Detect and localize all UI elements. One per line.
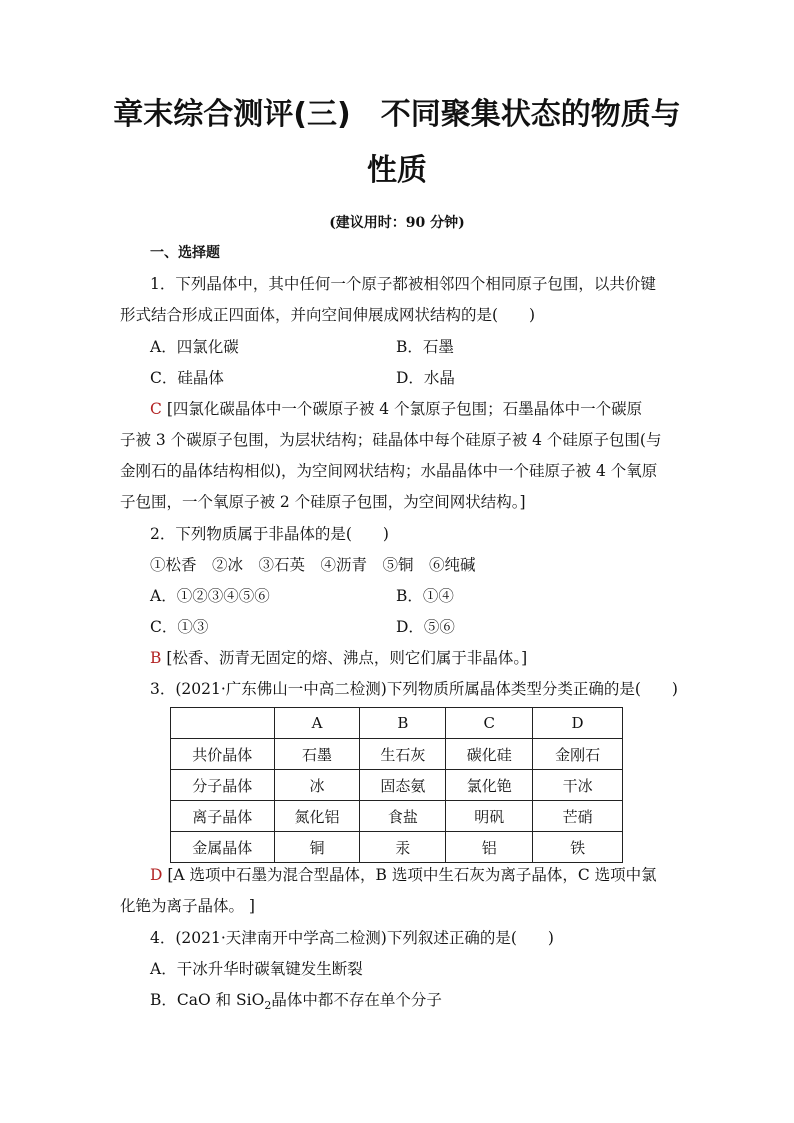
q4-option-b-text-end: 晶体中都不存在单个分子: [271, 991, 442, 1009]
q4-option-b-subscript: 2: [264, 999, 272, 1013]
q1-option-b: B．石墨: [396, 338, 454, 356]
q2-option-c: C．①③: [150, 618, 209, 636]
table-cell: 铝: [446, 832, 533, 863]
table-cell: D: [533, 708, 623, 739]
q1-explanation-line2: 子被 3 个碳原子包围，为层状结构；硅晶体中每个硅原子被 4 个硅原子包围(与: [120, 431, 662, 449]
table-cell: 分子晶体: [171, 770, 275, 801]
q1-option-a: A．四氯化碳: [150, 338, 239, 356]
table-cell: 冰: [274, 770, 360, 801]
q3-explanation-line1: [150, 865, 657, 885]
q1-explanation-line3: 金刚石的晶体结构相似)，为空间网状结构；水晶晶体中一个硅原子被 4 个氧原: [120, 462, 658, 480]
table-cell: 芒硝: [533, 801, 623, 832]
q1-explanation-text: [四氯化碳晶体中一个碳原子被 4 个氯原子包围；石墨晶体中一个碳原: [166, 400, 643, 418]
q1-stem-line1: 1．下列晶体中，其中任何一个原子都被相邻四个相同原子包围，以共价键: [150, 275, 656, 293]
table-row: [171, 832, 623, 863]
table-cell: A: [274, 708, 360, 739]
table-cell: 氮化铝: [274, 801, 360, 832]
table-cell: 生石灰: [360, 739, 446, 770]
table-cell: 干冰: [533, 770, 623, 801]
q2-option-b: B．①④: [396, 587, 454, 605]
q1-option-c: C．硅晶体: [150, 369, 224, 387]
table-cell: 铜: [274, 832, 360, 863]
q2-explanation-text: [松香、沥青无固定的熔、沸点，则它们属于非晶体。]: [166, 649, 528, 667]
q2-items: ①松香 ②冰 ③石英 ④沥青 ⑤铜 ⑥纯碱: [150, 556, 476, 574]
q1-explanation-line4: 子包围，一个氧原子被 2 个硅原子包围，为空间网状结构。]: [120, 493, 526, 511]
q2-option-d: D．⑤⑥: [396, 618, 455, 636]
q3-answer: D: [150, 866, 163, 884]
table-cell: 金属晶体: [171, 832, 275, 863]
table-cell: 金刚石: [533, 739, 623, 770]
table-row: [171, 770, 623, 801]
table-cell: 共价晶体: [171, 739, 275, 770]
table-cell: 汞: [360, 832, 446, 863]
q2-explanation: [150, 648, 527, 668]
q1-stem-line2: 形式结合形成正四面体，并向空间伸展成网状结构的是( ): [120, 306, 536, 324]
table-cell: 铁: [533, 832, 623, 863]
q3-explanation-line2: 化铯为离子晶体。 ]: [120, 897, 255, 915]
q2-option-a: A．①②③④⑤⑥: [150, 587, 270, 605]
q4-option-b: [150, 990, 442, 1016]
q1-option-d: D．水晶: [396, 369, 455, 387]
table-header-row: [171, 708, 623, 739]
table-cell: 氯化铯: [446, 770, 533, 801]
suggested-time: (建议用时：90 分钟): [329, 215, 465, 231]
q3-explanation-text: [A 选项中石墨为混合型晶体，B 选项中生石灰为离子晶体，C 选项中氯: [167, 866, 657, 884]
table-cell: [171, 708, 275, 739]
table-row: [171, 739, 623, 770]
q1-explanation-line1: [150, 399, 642, 419]
q1-answer: C: [150, 400, 162, 418]
table-row: [171, 801, 623, 832]
table-cell: C: [446, 708, 533, 739]
table-cell: 石墨: [274, 739, 360, 770]
q3-crystal-table: [170, 707, 623, 863]
table-cell: 离子晶体: [171, 801, 275, 832]
q2-stem: 2．下列物质属于非晶体的是( ): [150, 525, 389, 543]
table-cell: 明矾: [446, 801, 533, 832]
q3-stem: 3．(2021·广东佛山一中高二检测)下列物质所属晶体类型分类正确的是( ): [150, 680, 678, 698]
q4-option-b-text: B．CaO 和 SiO: [150, 991, 265, 1009]
page-title-continued: 性质: [367, 153, 427, 188]
q4-stem: 4．(2021·天津南开中学高二检测)下列叙述正确的是( ): [150, 929, 554, 947]
table-cell: B: [360, 708, 446, 739]
page-title: 章末综合测评(三) 不同聚集状态的物质与: [113, 97, 681, 132]
table-cell: 食盐: [360, 801, 446, 832]
section-heading: 一、选择题: [150, 245, 220, 261]
table-cell: 固态氨: [360, 770, 446, 801]
q2-answer: B: [150, 649, 162, 667]
q4-option-a: A．干冰升华时碳氧键发生断裂: [150, 960, 363, 978]
table-cell: 碳化硅: [446, 739, 533, 770]
